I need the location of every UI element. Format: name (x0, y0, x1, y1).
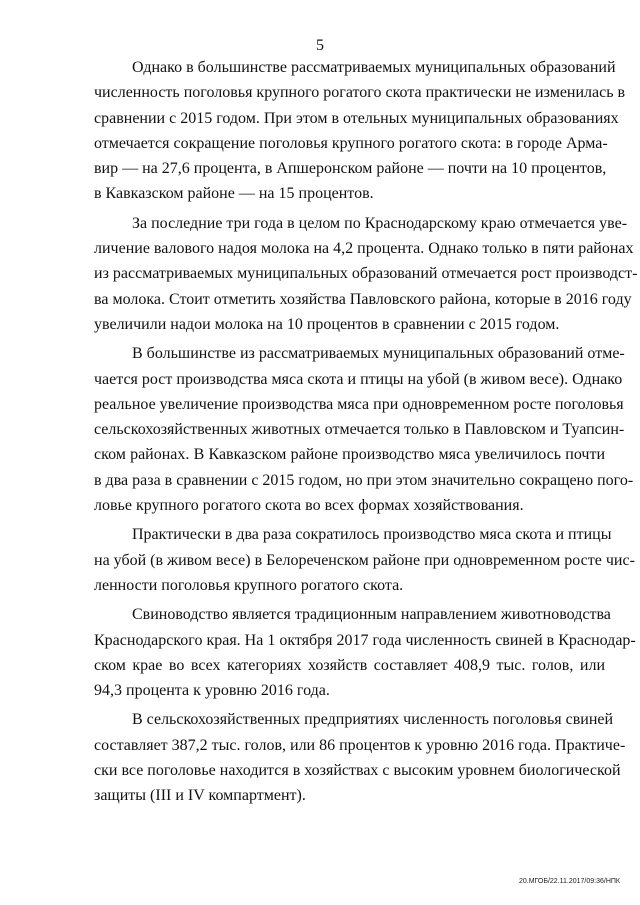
text-line: В сельскохозяйственных предприятиях численность поголовья свиней (132, 711, 614, 729)
text-line: Краснодарского края. На 1 октября 2017 года численность свиней в Краснодар- (94, 631, 636, 649)
text-line: чается рост производства мяса скота и птицы на убой (в живом весе). Однако (94, 370, 623, 388)
text-line: ском районах. В Кавказском районе производство мяса увеличилось почти (94, 446, 605, 464)
paragraph (94, 211, 638, 337)
text-line: составляет 387,2 тыс. голов, или 86 процентов к уровню 2016 года. Практиче- (94, 736, 626, 754)
text-line: сельскохозяйственных животных отмечается только в Павловском и Туапсин- (94, 421, 625, 439)
text-line: ском крае во всех категориях хозяйств составляет 408,9 тыс. голов, или (94, 656, 605, 674)
paragraph (94, 707, 626, 808)
document-code: 20.МГОБ/22.11.2017/09:36/НПК (518, 878, 620, 885)
text-line: В большинстве из рассматриваемых муниципальных образований отме- (132, 345, 625, 363)
text-line: численность поголовья крупного рогатого скота практически не изменилась в (94, 84, 626, 102)
text-line: отмечается сокращение поголовья крупного рогатого скота: в городе Арма- (94, 134, 608, 152)
text-line: защиты (III и IV компартмент). (94, 787, 306, 805)
text-line: личение валового надоя молока на 4,2 процента. Однако только в пяти районах (94, 240, 634, 258)
text-line: ва молока. Стоит отметить хозяйства Павловского района, которые в 2016 году (94, 290, 632, 308)
text-line: в Кавказском районе — на 15 процентов. (94, 185, 374, 203)
text-line: реальное увеличение производства мяса при одновременном росте поголовья (94, 395, 624, 413)
text-line: на убой (в живом весе) в Белореченском районе при одновременном росте чис- (94, 551, 635, 569)
text-line: ловье крупного рогатого скота во всех формах хозяйствования. (94, 497, 524, 515)
text-line: из рассматриваемых муниципальных образований отмечается рост производст- (94, 265, 638, 283)
text-line: За последние три года в целом по Краснодарскому краю отмечается уве- (132, 214, 628, 232)
text-line: 94,3 процента к уровню 2016 года. (94, 682, 330, 700)
paragraph (94, 522, 635, 598)
paragraph (94, 602, 636, 703)
text-line: ленности поголовья крупного рогатого скота. (94, 576, 404, 594)
document-body (94, 55, 638, 809)
text-line: Практически в два раза сократилось производство мяса скота и птицы (132, 526, 612, 544)
text-line: Однако в большинстве рассматриваемых муниципальных образований (132, 59, 616, 76)
page-number: 5 (316, 37, 324, 54)
paragraph (94, 341, 634, 518)
text-line: сравнении с 2015 годом. При этом в отельных муниципальных образованиях (94, 109, 619, 127)
text-line: Свиноводство является традиционным направлением животноводства (132, 606, 611, 624)
text-line: увеличили надои молока на 10 процентов в сравнении с 2015 годом. (94, 315, 560, 333)
text-line: вир — на 27,6 процента, в Апшеронском районе — почти на 10 процентов, (94, 160, 607, 178)
text-line: ски все поголовье находится в хозяйствах с высоким уровнем биологической (94, 762, 621, 780)
paragraph (94, 55, 626, 207)
text-line: в два раза в сравнении с 2015 годом, но при этом значительно сокращено пого- (94, 471, 634, 489)
